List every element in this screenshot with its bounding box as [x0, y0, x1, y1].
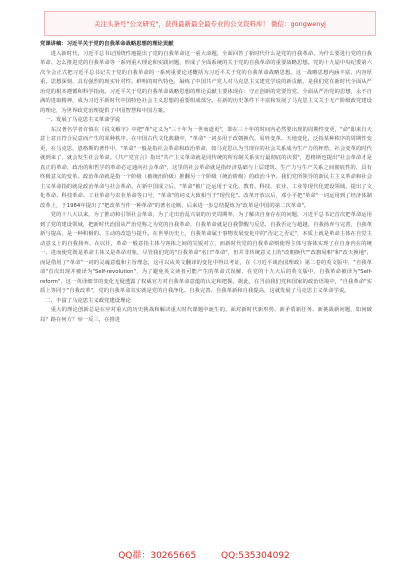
section-heading-1: 一、发展了马克思主义革命学说 [45, 117, 121, 123]
paragraph-section1-part1: 东汉著名学者许慎在《说文解字》中把"革"定义为"三十年为一世而道更"，即在三十年的时间内必然要出现的周期性变更，"命"即来自天意上意且符合民意而产生的某种秩序。在中国古代文化典籍中，"革命"一词多用于改朝换代、易姓变革、天地变化，泛指某种秩序的周期性变更，在马克思、恩格斯的著作中，"革命"一般是指社会革命和政治革命，如马克思认为当现存的社会关系成为生产力的桎梏，社会变革的时代就到来了，就会发生社会革命。《共产党宣言》指出"共产主义革命就是同传统的所有制关系实行最彻底的决裂"，恩格斯也提出"社会革命才是真正的革命，政治的和哲学的革命必定通向社会革命"，这里的社会革命就是指经济基础与上层建筑、生产力与生产关系之间彻底性的，具有终极意义的变革。政治革命就是指一个阶级（被统治阶级）推翻另一个阶级（统治阶级）的政治斗争。我们党所领导的新民主主义革命和社会主义革命指的就是政治革命与社会革命。在新中国成立后，"革命"被广泛运用于文化、教育、科技、农业、工业等现代化建设领域，提出了文化革命、科技革命、工业革命与农业革命等口号，"革命"的词义大致相当于"现代化"。改革开放以后，邓小平把"革命"一词运用到了经济体制改革上，于1984年提出了"把改革当作一种革命"的著名论断，后来进一步总结提炼为"改革是中国的第二次革命"。 [40, 126, 372, 209]
qq-group-label: QQ群：30265665 [118, 551, 197, 561]
document-title: 党课讲稿：习近平关于党的自我革命战略思想的理论贡献 [40, 41, 174, 47]
paragraph-intro: 进入新时代，习近平总书记围绕性地提出了党的自我革命这一重大命题，全面回答了新时代什么是党的自我革命、为什么要进行党的自我革命、怎么推进党的自我革命等一系列重大理论和实践问题，形成了全面系统的关于党的自我革命的重要战略思想。党的十九届中央纪委第六次全会正式把习近平总书记关于党的自我革命的一系列重要论述概括为习近平关于党的自我革命战略思想。这一战略思想内涵丰富、内容厚重、思想深刻，具有强烈的现实针对性、鲜明的时代特色，凝练了中国共产党人对马克思主义建党学说的新贡献，是我们党在新时代全面从严治党的根本遵循和科学指南。习近平关于党的自我革命战略思想的理论贡献主要体现在：守正创新的党要管党、全面从严治党的思想，永不自满的进取精神，成为习近平新时代中国特色社会主义思想的重要组成部分。在新的历史条件下丰富和发展了马克思主义关于无产阶级政党建设的理论，为世界政党治理提供了中国智慧和中国方案。 [40, 50, 372, 114]
contact-footer [0, 548, 408, 561]
qq-label: QQ:535304092 [221, 551, 290, 561]
paragraph-section2-part1: 重大的理论创新总是在应对重大的历史挑战和解决重大时代课题中诞生的。面对新时代新形势、新矛盾新任务、新挑战新问题，如何破局？路在何方？举一反三，在推进 [40, 307, 372, 323]
document-body [40, 40, 372, 325]
paragraph-section1-part2: 党的十八大以来，为了推动和引领社会革命，为了走出治乱兴衰的历史周期率，为了解决自身存在的问题，习近平总书记首次把革命运用到了党的建设领域，把新时代治国从严治党称之为党的自我革命，自我革命就是自我警醒与反思，自我否定与超越，自我扬弃与完善，自我革新与提高，是一种积极的、主动的改造与提升。在世界历史上，自我革命属于事物发展变化中的"否定之否定"，本质上就是革命主体在自觉主动意义上的自我扬弃。在以往，革命一般意指主体与客体之间的尖锐对立，而新时代党的自我革命则使得主体与客体实现了在自身内在的统一，进而使党既是革命主体又是革命对象，尽管我们党的"自我革命"名曰"革命"，但并非传统意义上的"改朝换代""改旗易帜"和"改天换地"，而是借用了"革命"一词的灵魂意蕴和主旨理念，这可以从英文翻译的变化中得以考证，在《习近平谈治国理政》第二卷的英文版中，"自我革命"首次出现并被译为"Self-revolution"，为了避免英文读者可能产生的革命式误解，在党的十九大后的英文版中，自我革命被译为"Self-reform"，这一英译细节的变化无疑透露了权威官方对自我革命意蕴的认定和把握。据此，在当前我们党和国家的政治语境中，"自我革命"实质上等同于"自我改革"，党的自我革命其实就是党的自我净化、自我完善、自我革新和自我提高，这就发展了马克思主义革命学说。 [40, 212, 372, 294]
promo-banner: 关注头条号"公文研究"，获得最新最全最专业的公文资料库！ 微信：gongwenyj [44, 11, 376, 36]
section-heading-2: 二、丰富了马克思主义政党建设理论 [45, 297, 131, 304]
